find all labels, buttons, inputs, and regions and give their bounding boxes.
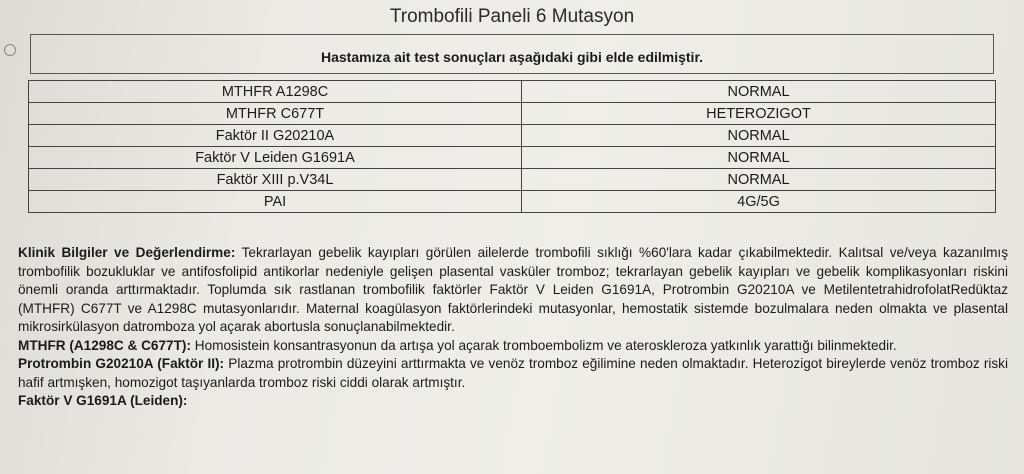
clinical-paragraph [18,244,1008,337]
test-result: NORMAL [522,169,996,191]
protrombin-body: Plazma protrombin düzeyini arttırmakta ve venöz tromboz eğilimine neden olmaktadır. Heterozigot bireylerde venöz tromboz riski hafif artmışken, homozigot taşıyanlarda tromboz riski ciddi olarak artmıştır. [18,356,1008,390]
summary-box [30,34,994,74]
test-result: NORMAL [522,125,996,147]
table-row [29,81,996,103]
punch-hole-mark [4,44,16,56]
test-name: Faktör V Leiden G1691A [29,147,522,169]
protrombin-heading: Protrombin G20210A (Faktör II): [18,356,225,371]
mthfr-heading: MTHFR (A1298C & C677T): [18,337,191,353]
table-row [29,191,996,213]
table-row [29,125,996,147]
protrombin-paragraph [18,355,1008,392]
test-name: MTHFR C677T [29,103,522,125]
test-name: Faktör II G20210A [29,125,522,147]
results-table [28,80,996,213]
mthfr-body: Homosistein konsantrasyonun da artışa yol açarak tromboembolizm ve ateroskleroza yatkınlık yarattığı bilinmektedir. [190,337,897,353]
clinical-body: Tekrarlayan gebelik kayıpları görülen ailelerde trombofili sıklığı %60'lara kadar çıkabilmektedir. Kalıtsal ve/veya kazanılmış trombofilik bozukluklar ve antifosfolipid antikorlar nedeniyle gelişen plasental vasküler tromboz; tekrarlayan gebelik kayıpları ve gebelik komplikasyonları riskini önemli oranda arttırmaktadır. Toplumda sık rastlanan trombofilik faktörler Faktör V Leiden G1691A, Protrombin G20210A ve MetilentetrahidrofolatRedüktaz (MTHFR) C677T ve A1298C mutasyonlarıdır. Maternal koagülasyon faktörlerindeki mutasyonlar, hemostatik sistemde bozulmalara neden olmakta ve plasental mikrosirkülasyon datromboza yol açarak abortusla sonuçlanabilmektedir. [18,245,1008,334]
factor5-heading: Faktör V G1691A (Leiden): [18,393,188,408]
summary-text: Hastamıza ait test sonuçları aşağıdaki gibi elde edilmiştir. [320,49,704,65]
report-title: Trombofili Paneli 6 Mutasyon [389,6,635,27]
interpretation-text [18,244,1008,411]
table-row [29,147,996,169]
test-name: MTHFR A1298C [29,81,522,103]
test-result: 4G/5G [522,191,996,213]
clinical-heading: Klinik Bilgiler ve Değerlendirme: [18,245,236,260]
test-result: NORMAL [522,147,996,169]
table-row [29,103,996,125]
test-name: Faktör XIII p.V34L [29,169,522,191]
test-name: PAI [29,191,522,213]
mthfr-paragraph [18,337,1008,356]
factor5-paragraph [18,392,1008,411]
table-row [29,169,996,191]
test-result: NORMAL [522,81,996,103]
test-result: HETEROZIGOT [522,103,996,125]
